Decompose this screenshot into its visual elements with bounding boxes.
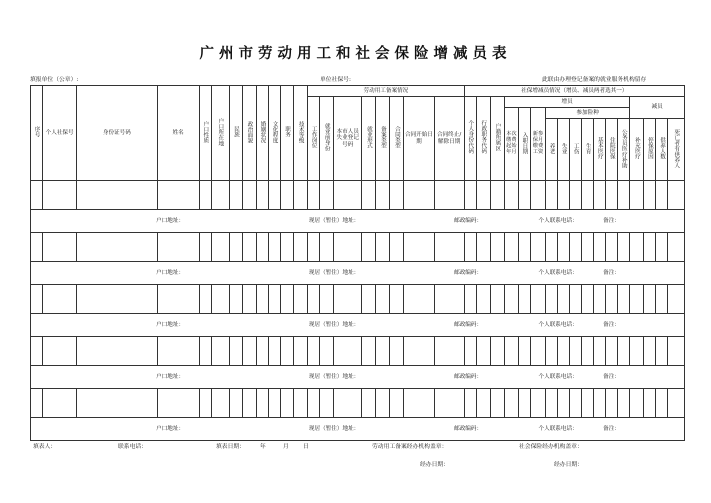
- col-seq: 序号: [31, 86, 43, 181]
- group-labor-filing: 劳动用工备案情况: [308, 86, 465, 97]
- address-row: 户口地址： 现居（暂住）地址： 邮政编码： 个人联系电话： 备注：: [31, 210, 685, 233]
- col-unemployment: 失业: [558, 119, 570, 181]
- col-maternity: 生育: [582, 119, 594, 181]
- contact-tel-label: 联系电话：: [118, 444, 147, 450]
- address-row: 户口地址： 现居（暂住）地址： 邮政编码： 个人联系电话： 备注：: [31, 314, 685, 337]
- col-ethnicity: 民族: [229, 86, 242, 181]
- insurance-org-seal-label: 社会保险经办机构盖章：: [519, 444, 583, 450]
- labor-filing-org-seal-label: 劳动用工备案经办机构盖章：: [372, 444, 448, 450]
- table-row[interactable]: [31, 337, 685, 366]
- col-marital: 婚姻状况: [256, 86, 268, 181]
- copy-retention-note: 此联由办理登记备案的就业服务机构留存: [542, 77, 647, 83]
- col-education: 文化程度: [268, 86, 280, 181]
- col-basic-medical: 基本医疗: [594, 119, 606, 181]
- col-employ-form: 就业形式: [362, 97, 376, 181]
- month-label: 月: [283, 444, 289, 450]
- col-contract-start: 合同开始日期: [404, 97, 434, 181]
- col-death-date: 死亡者有供养人: [668, 119, 685, 181]
- col-supplementary: 补充医疗: [630, 119, 644, 181]
- col-hukou-nature: 户口性质: [199, 86, 211, 181]
- filling-unit-label: 填报单位（公章）:: [30, 77, 79, 83]
- col-name: 姓名: [157, 86, 199, 181]
- col-this-start: 本次缴费起始年月: [504, 108, 518, 181]
- col-id-no: 身份证号码: [77, 86, 157, 181]
- col-new-wage: 新参保月缴费工资: [530, 108, 545, 181]
- day-label: 日: [303, 444, 309, 450]
- col-injury: 工伤: [570, 119, 582, 181]
- col-political: 政治面貌: [242, 86, 256, 181]
- table-row[interactable]: [31, 181, 685, 210]
- col-post: 职务: [280, 86, 293, 181]
- group-decrease: 减员: [630, 97, 685, 119]
- handler-date-label-1: 经办日期：: [420, 462, 449, 468]
- address-row: 户口地址： 现居（暂住）地址： 邮政编码： 个人联系电话： 备注：: [31, 366, 685, 389]
- col-personal-status: 个人身份代码: [464, 97, 476, 181]
- table-row[interactable]: [31, 389, 685, 418]
- col-civil-servant-medical: 公务员医疗补助: [618, 119, 630, 181]
- col-large-medical: 住院医保: [606, 119, 618, 181]
- col-hukou-district: 户籍所属区: [490, 97, 504, 181]
- table-row[interactable]: [31, 285, 685, 314]
- col-skill: 技术等级: [294, 86, 308, 181]
- fill-date-label: 填表日期：: [216, 444, 245, 450]
- col-admin-code: 行政职务代码: [476, 97, 490, 181]
- group-insurance-change: 社保增减员情况（增员、减员两者选其一）: [464, 86, 684, 97]
- col-hukou-place: 户口所在地: [211, 86, 229, 181]
- form-title: 广州市劳动用工和社会保险增减员表: [199, 45, 512, 62]
- col-jobless-reg-no: 本市人员失业登记号码: [334, 97, 362, 181]
- staff-change-table: [30, 85, 685, 441]
- group-increase: 增员: [504, 97, 629, 108]
- col-contract-release: 合同终止/解除日期: [434, 97, 464, 181]
- col-job-post: 工作岗位: [308, 97, 320, 181]
- table-row[interactable]: [31, 233, 685, 262]
- group-insured-types: 参加险种: [545, 108, 629, 119]
- unit-social-insurance-no-label: 单位社保号:: [320, 77, 351, 83]
- filler-label: 填表人：: [33, 444, 57, 450]
- year-label: 年: [260, 444, 266, 450]
- col-filing-type: 备案类型: [376, 97, 390, 181]
- col-pension: 养老: [545, 119, 557, 181]
- col-stop-reason: 停保原因: [644, 119, 656, 181]
- col-contract-type: 合同类型: [390, 97, 404, 181]
- col-supported: 供养人数: [656, 119, 668, 181]
- col-personal-no: 个人社保号: [43, 86, 77, 181]
- col-prev-status: 就业前身份: [320, 97, 334, 181]
- address-row: 户口地址： 现居（暂住）地址： 邮政编码： 个人联系电话： 备注：: [31, 418, 685, 441]
- col-entry-date: 入职日期: [518, 108, 530, 181]
- address-row: 户口地址： 现居（暂住）地址： 邮政编码： 个人联系电话： 备注：: [31, 262, 685, 285]
- handler-date-label-2: 经办日期：: [554, 462, 583, 468]
